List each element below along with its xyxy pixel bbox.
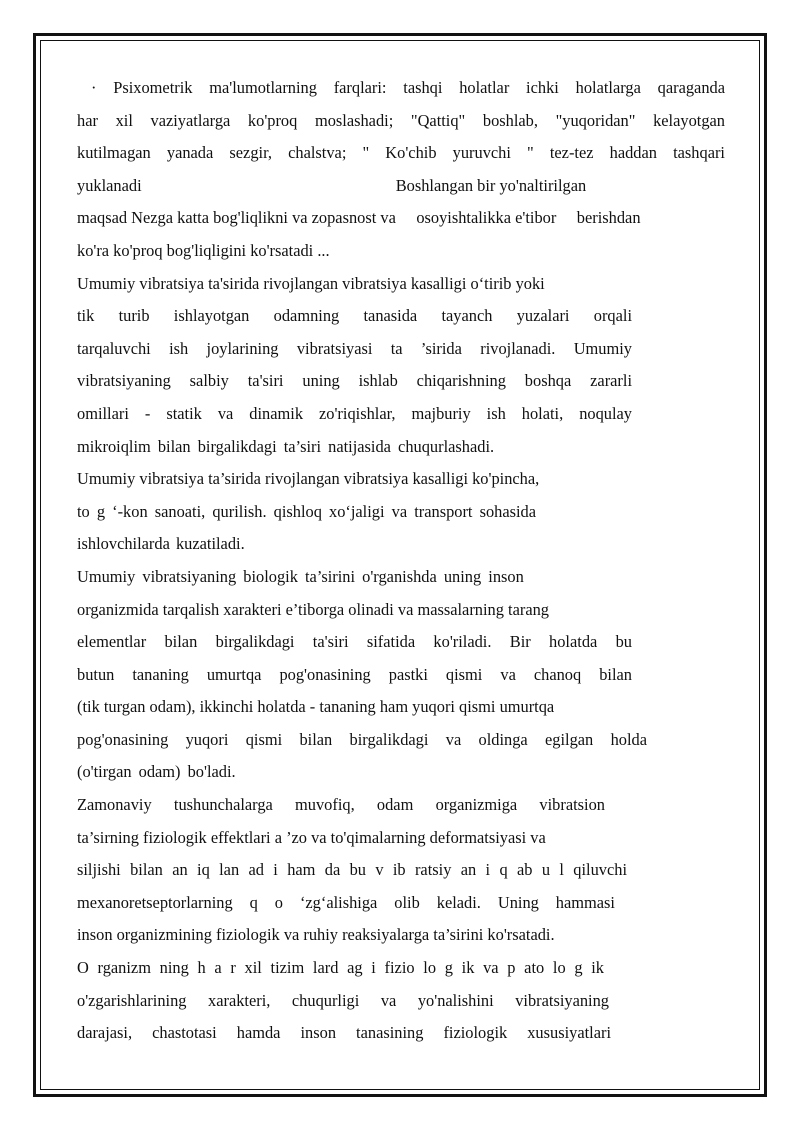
text-line: tik turib ishlayotgan odamning tanasida tayanch yuzalari orqali: [77, 306, 632, 326]
document-body: [77, 72, 725, 1050]
text-line: Zamonaviy tushunchalarga muvofiq, odam organizmiga vibratsion: [77, 795, 605, 815]
text-line: to g ‘-kon sanoati, qurilish. qishloq xo‘jaligi va transport sohasida: [77, 501, 537, 521]
text-line: organizmida tarqalish xarakteri e’tiborga olinadi va massalarning tarang: [77, 599, 549, 619]
text-line: mikroiqlim bilan birgalikdagi ta’siri natijasida chuqurlashadi.: [77, 436, 495, 456]
text-line: har xil vaziyatlarga ko'proq moslashadi; "Qattiq" boshlab, "yuqoridan" kelayotgan: [77, 110, 725, 130]
text-line: Umumiy vibratsiya ta'sirida rivojlangan vibratsiya kasalligi o‘tirib yoki: [77, 273, 545, 293]
text-line: ishlovchilarda kuzatiladi.: [77, 534, 245, 554]
text-line: · Psixometrik ma'lumotlarning farqlari: tashqi holatlar ichki holatlarga qaraganda: [91, 78, 725, 97]
text-line: yuklanadi Boshlangan bir yo'naltirilgan: [77, 175, 587, 195]
text-line: (o'tirgan odam) bo'ladi.: [77, 762, 236, 782]
text-line: siljishi bilan an iq lan ad i ham da bu v ib ratsiy an i q ab u l qiluvchi: [77, 860, 627, 880]
text-line: ko'ra ko'proq bog'liqligini ko'rsatadi ...: [77, 240, 330, 260]
text-line: kutilmagan yanada sezgir, chalstva; " Ko'chib yuruvchi " tez-tez haddan tashqari: [77, 143, 725, 163]
text-line: inson organizmining fiziologik va ruhiy reaksiyalarga ta’sirini ko'rsatadi.: [77, 925, 555, 945]
text-line: omillari - statik va dinamik zo'riqishlar, majburiy ish holati, noqulay: [77, 403, 632, 423]
text-line: vibratsiyaning salbiy ta'siri uning ishlab chiqarishning boshqa zararli: [77, 371, 632, 391]
text-line: (tik turgan odam), ikkinchi holatda - tananing ham yuqori qismi umurtqa: [77, 697, 555, 717]
text-line: elementlar bilan birgalikdagi ta'siri sifatida ko'riladi. Bir holatda bu: [77, 632, 632, 652]
text-line: tarqaluvchi ish joylarining vibratsiyasi ta ’sirida rivojlanadi. Umumiy: [77, 338, 632, 358]
text-line: o'zgarishlarining xarakteri, chuqurligi va yo'nalishini vibratsiyaning: [77, 990, 609, 1010]
text-line: Umumiy vibratsiyaning biologik ta’sirini o'rganishda uning inson: [77, 566, 524, 586]
text-line: Umumiy vibratsiya ta’sirida rivojlangan vibratsiya kasalligi ko'pincha,: [77, 469, 540, 489]
text-line: O rganizm ning h a r xil tizim lard ag i fizio lo g ik va p ato lo g ik: [77, 958, 604, 978]
text-line: maqsad Nezga katta bog'liqlikni va zopasnost va osoyishtalikka e'tibor berishdan: [77, 208, 641, 228]
text-line: pog'onasining yuqori qismi bilan birgalikdagi va oldinga egilgan holda: [77, 729, 647, 749]
text-line: ta’sirning fiziologik effektlari a ’zo va to'qimalarning deformatsiyasi va: [77, 827, 546, 847]
text-line: butun tananing umurtqa pog'onasining pastki qismi va chanoq bilan: [77, 664, 632, 684]
text-line: darajasi, chastotasi hamda inson tanasining fiziologik xususiyatlari: [77, 1023, 611, 1043]
text-line: mexanoretseptorlarning q o ‘zg‘alishiga olib keladi. Uning hammasi: [77, 892, 615, 912]
